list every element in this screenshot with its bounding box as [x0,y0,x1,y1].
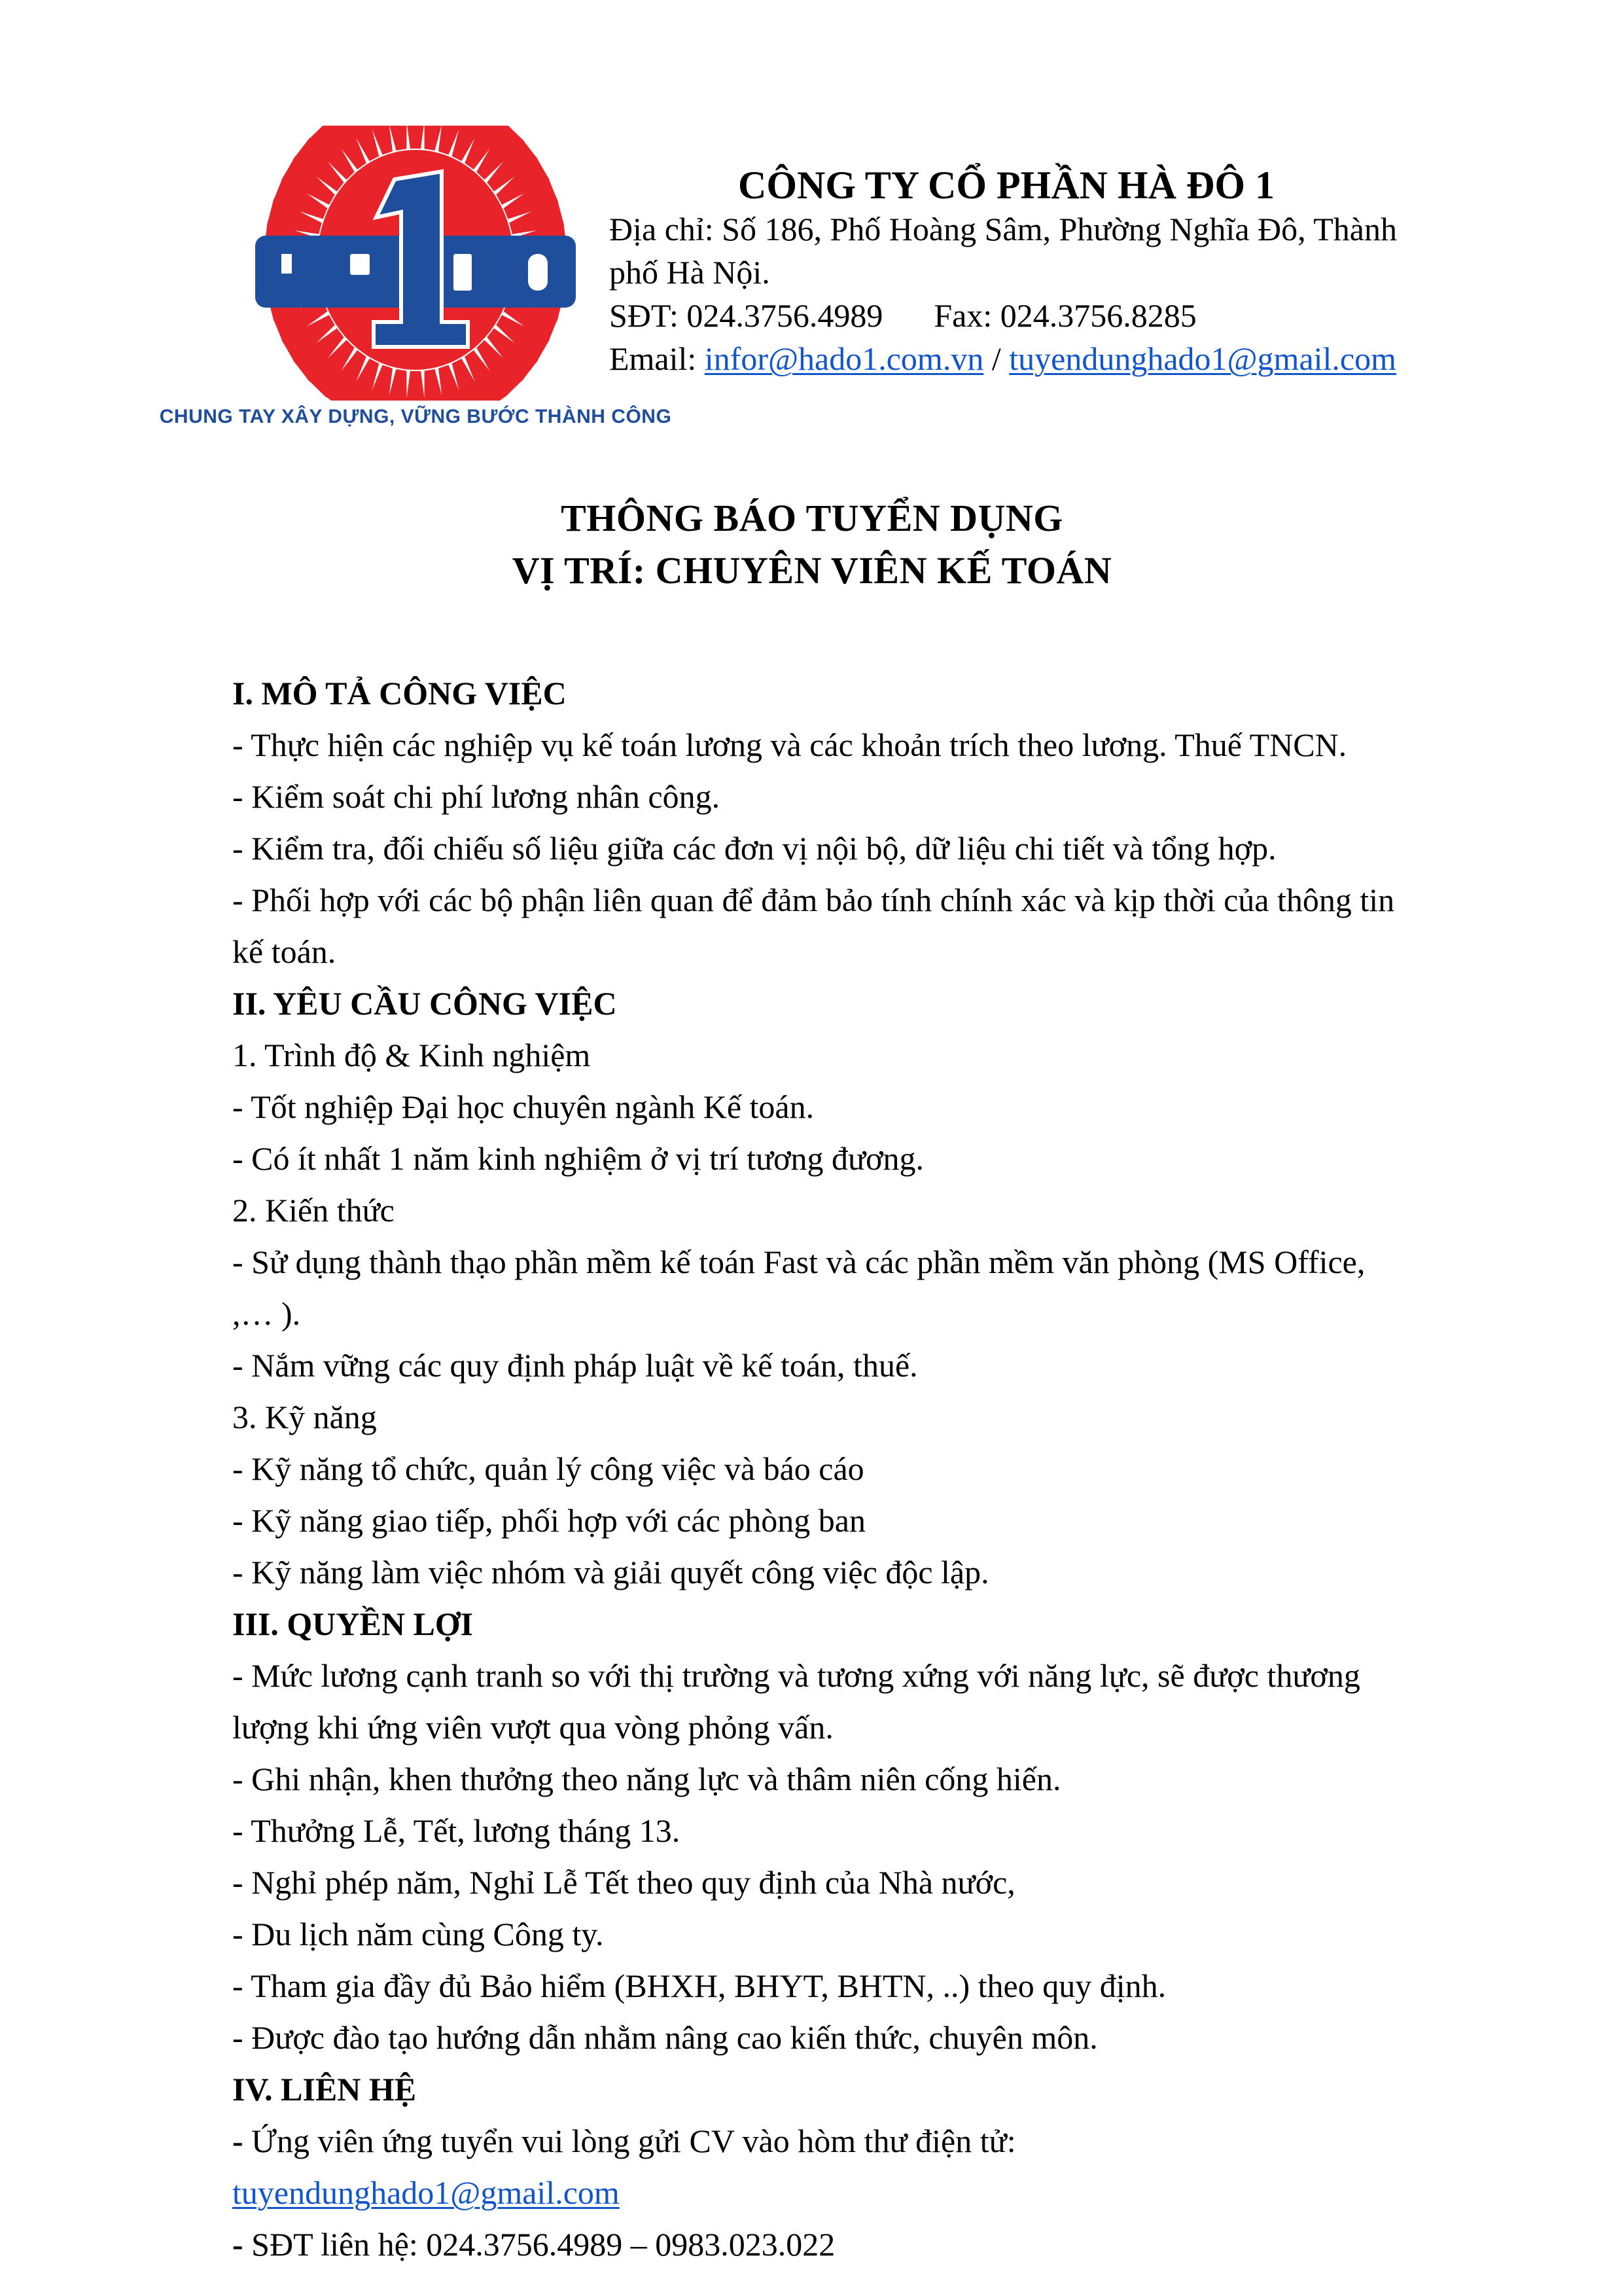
section-3-item: - Nghỉ phép năm, Nghỉ Lễ Tết theo quy định của Nhà nước, [232,1864,1015,1901]
section-2-item: - Sử dụng thành thạo phần mềm kế toán Fast và các phần mềm văn phòng (MS Office, ,… ). [232,1244,1366,1332]
section-1-item: - Kiểm soát chi phí lương nhân công. [232,778,720,815]
section-heading-1: I. MÔ TẢ CÔNG VIỆC [232,675,567,711]
document-body [232,668,1410,2270]
section-2-sub-heading-2: 2. Kiến thức [232,1192,395,1229]
section-2-item: - Kỹ năng giao tiếp, phối hợp với các phòng ban [232,1502,866,1539]
hado1-logo-mark [245,126,586,401]
section-3-item: - Ghi nhận, khen thưởng theo năng lực và thâm niên cống hiến. [232,1761,1061,1797]
email-separator: / [991,340,1001,378]
contact-email-line [232,2167,1410,2219]
contact-email-link[interactable]: tuyendunghado1@gmail.com [232,2174,620,2211]
email-label: Email: [609,340,697,378]
section-3-item: - Thưởng Lễ, Tết, lương tháng 13. [232,1812,680,1849]
section-2-item: - Tốt nghiệp Đại học chuyên ngành Kế toán. [232,1088,815,1125]
section-1-item: - Thực hiện các nghiệp vụ kế toán lương và các khoản trích theo lương. Thuế TNCN. [232,726,1347,763]
company-phone-fax [609,294,1403,337]
email-link-infor[interactable]: infor@hado1.com.vn [704,340,984,378]
company-email-line [609,337,1403,380]
section-heading-2: II. YÊU CẦU CÔNG VIỆC [232,985,617,1022]
title-line-2: VỊ TRÍ: CHUYÊN VIÊN KẾ TOÁN [512,549,1112,592]
section-2-sub-heading-1: 1. Trình độ & Kinh nghiệm [232,1037,591,1073]
letterhead [159,118,1403,428]
document-title [0,492,1624,597]
section-3-item: - Tham gia đầy đủ Bảo hiểm (BHXH, BHYT, BHTN, ..) theo quy định. [232,1967,1167,2004]
section-1-item: - Kiểm tra, đối chiếu số liệu giữa các đơn vị nội bộ, dữ liệu chi tiết và tổng hợp. [232,830,1277,867]
section-3-item: - Được đào tạo hướng dẫn nhằm nâng cao kiến thức, chuyên môn. [232,2019,1098,2056]
section-1-item: - Phối hợp với các bộ phận liên quan để đảm bảo tính chính xác và kịp thời của thông tin kế toán. [232,882,1395,970]
section-3-item: - Mức lương cạnh tranh so với thị trường và tương xứng với năng lực, sẽ được thương lượng khi ứng viên vượt qua vòng phỏng vấn. [232,1657,1360,1746]
section-2-item: - Nắm vững các quy định pháp luật về kế toán, thuế. [232,1347,918,1384]
email-link-tuyendung[interactable]: tuyendunghado1@gmail.com [1009,340,1397,378]
section-2-item: - Kỹ năng làm việc nhóm và giải quyết công việc độc lập. [232,1554,989,1590]
company-info [599,118,1403,380]
title-line-1: THÔNG BÁO TUYỂN DỤNG [561,497,1063,539]
company-phone: SĐT: 024.3756.4989 [609,297,883,334]
company-address-line-1: Địa chỉ: Số 186, Phố Hoàng Sâm, Phường Nghĩa Đô, Thành [609,211,1397,248]
section-heading-4: IV. LIÊN HỆ [232,2071,417,2108]
section-2-item: - Kỹ năng tổ chức, quản lý công việc và báo cáo [232,1450,864,1487]
section-4-instruction: - Ứng viên ứng tuyển vui lòng gửi CV vào hòm thư điện tử: [232,2123,1016,2159]
section-3-item: - Du lịch năm cùng Công ty. [232,1916,604,1952]
company-name: CÔNG TY CỔ PHẦN HÀ ĐÔ 1 [737,164,1275,207]
section-2-item: - Có ít nhất 1 năm kinh nghiệm ở vị trí tương đương. [232,1140,925,1177]
logo-tagline: CHUNG TAY XÂY DỰNG, VỮNG BƯỚC THÀNH CÔNG [159,406,672,427]
section-heading-3: III. QUYỀN LỢI [232,1605,474,1642]
company-address-line-2: phố Hà Nội. [609,254,770,291]
section-2-sub-heading-3: 3. Kỹ năng [232,1399,377,1435]
company-fax: Fax: 024.3756.8285 [934,297,1197,334]
hado1-logo-icon [245,126,586,401]
section-4-phone: - SĐT liên hệ: 024.3756.4989 – 0983.023.022 [232,2226,836,2263]
